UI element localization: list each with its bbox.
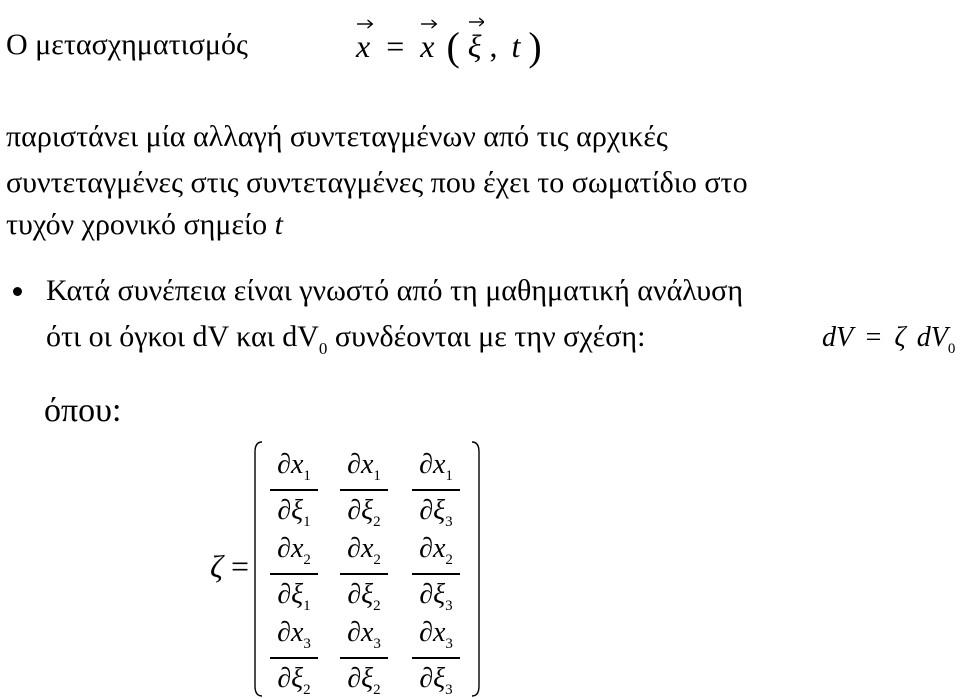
paragraph-line-1: παριστάνει μία αλλαγή συντεταγμένων από τις αρχικές	[6, 120, 668, 153]
open-paren: (	[446, 24, 460, 69]
partial-derivative-r1-c1: $\partial x_1$ $\partial\xi_1$	[266, 450, 322, 530]
bullet-line-1: Κατά συνέπεια είναι γνωστό από τη μαθηματική ανάλυση	[46, 274, 744, 307]
volume-relation: dV = ζ $dV_0$	[822, 322, 956, 357]
where-label: όπου:	[44, 392, 122, 429]
partial-derivative-r3-c3: $\partial x_3$ $\partial\xi_3$	[408, 618, 464, 698]
partial-derivative-r2-c2: $\partial x_2$ $\partial\xi_2$	[336, 534, 392, 614]
time-variable: t	[511, 28, 521, 64]
determinant-lhs: ζ =	[210, 548, 249, 584]
vector-x-rhs: x	[420, 28, 434, 65]
partial-derivative-r3-c1: $\partial x_3$ $\partial\xi_2$	[266, 618, 322, 698]
paragraph-line-3: τυχόν χρονικό σημείο t	[6, 208, 283, 241]
partial-derivative-r1-c3: $\partial x_1$ $\partial\xi_3$	[408, 450, 464, 530]
vector-xi: ξ	[468, 28, 482, 65]
partial-derivative-r2-c1: $\partial x_2$ $\partial\xi_1$	[266, 534, 322, 614]
title-text: Ο μετασχηματισμός	[6, 28, 248, 61]
partial-derivative-r3-c2: $\partial x_3$ $\partial\xi_2$	[336, 618, 392, 698]
transformation-formula	[356, 20, 542, 67]
bullet-dot	[13, 287, 22, 296]
close-paren: )	[528, 24, 542, 69]
equals-sign: =	[386, 28, 405, 64]
paragraph-line-2: συντεταγμένες στις συντεταγμένες που έχει το σωματίδιο στο	[6, 166, 748, 199]
comma: ,	[489, 28, 498, 64]
bullet-line-2: ότι οι όγκοι dV και $dV_0$ συνδέονται με την σχέση:	[46, 320, 646, 358]
determinant-right-bar	[466, 440, 482, 698]
vector-x-lhs: x	[356, 28, 370, 65]
partial-derivative-r2-c3: $\partial x_2$ $\partial\xi_3$	[408, 534, 464, 614]
partial-derivative-r1-c2: $\partial x_1$ $\partial\xi_2$	[336, 450, 392, 530]
